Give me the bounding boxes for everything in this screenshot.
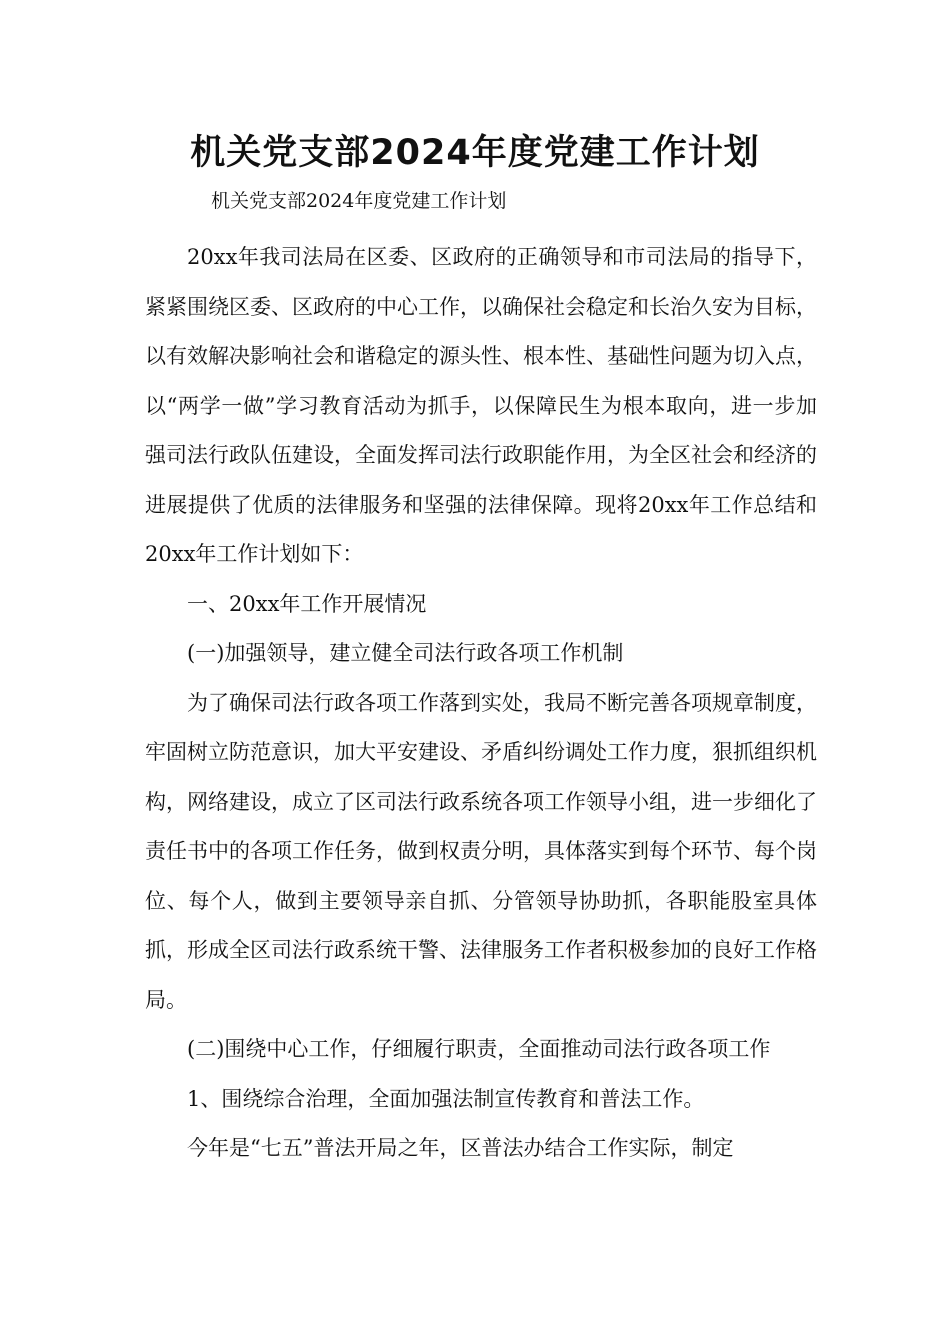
document-title: 机关党支部2024年度党建工作计划: [190, 133, 760, 173]
document-body: [145, 233, 817, 1174]
document-subtitle: 机关党支部2024年度党建工作计划: [211, 190, 507, 212]
subsection-heading-1: (一)加强领导，建立健全司法行政各项工作机制: [187, 641, 624, 665]
paragraph-mechanism: 为了确保司法行政各项工作落到实处，我局不断完善各项规章制度，牢固树立防范意识，加大平安建设、矛盾纠纷调处工作力度，狠抓组织机构，网络建设，成立了区司法行政系统各项工作领导小组，进一步细化了责任书中的各项工作任务，做到权责分明，具体落实到每个环节、每个岗位、每个人，做到主要领导亲自抓、分管领导协助抓，各职能股室具体抓，形成全区司法行政系统干警、法律服务工作者积极参加的良好工作格局。: [145, 690, 817, 1012]
paragraph-legal-education: 今年是“七五”普法开局之年，区普法办结合工作实际，制定: [187, 1136, 734, 1160]
section-heading-1: 一、20xx年工作开展情况: [187, 591, 427, 616]
paragraph-intro: 20xx年我司法局在区委、区政府的正确领导和市司法局的指导下，紧紧围绕区委、区政府的中心工作，以确保社会稳定和长治久安为目标，以有效解决影响社会和谐稳定的源头性、根本性、基础性问题为切入点，以“两学一做”学习教育活动为抓手，以保障民生为根本取向，进一步加强司法行政队伍建设，全面发挥司法行政职能作用，为全区社会和经济的进展提供了优质的法律服务和坚强的法律保障。现将20xx年工作总结和20xx年工作计划如下：: [145, 245, 817, 566]
subsection-heading-2: (二)围绕中心工作，仔细履行职责，全面推动司法行政各项工作: [187, 1037, 771, 1061]
item-heading-1: 1、围绕综合治理，全面加强法制宣传教育和普法工作。: [187, 1086, 705, 1111]
